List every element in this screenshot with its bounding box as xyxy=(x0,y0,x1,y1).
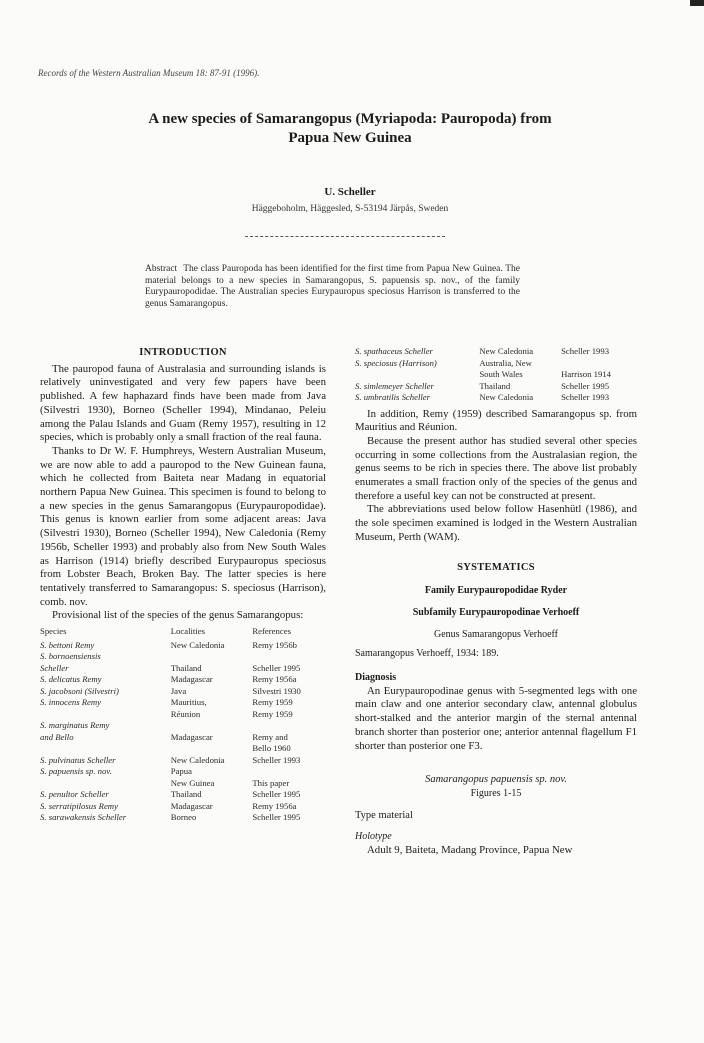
table-row xyxy=(40,755,326,767)
table-row xyxy=(40,720,326,732)
table-row xyxy=(40,801,326,813)
separator-rule xyxy=(245,236,445,237)
species-cell xyxy=(40,743,171,755)
species-cell: S. bettoni Remy xyxy=(40,639,95,650)
locality-cell: Madagascar xyxy=(170,674,213,685)
table-row xyxy=(40,640,326,652)
article-title xyxy=(40,110,660,148)
locality-cell: New Caledonia xyxy=(170,639,225,650)
reference-cell: Scheller 1993 xyxy=(252,754,301,765)
reference-cell: Scheller 1995 xyxy=(252,812,301,823)
locality-cell: Australia, New xyxy=(479,357,532,368)
table-row xyxy=(40,732,326,744)
species-table-part-2 xyxy=(355,346,637,404)
right-paragraph-2: Because the present author has studied several other species occurring in some collections from the Australasian region, the genus seems to be rich in species there. The above list probably enumerates a small fraction only of the species of the genus and therefore a useful key can not be constructed at present. xyxy=(355,434,637,502)
table-row xyxy=(40,789,326,801)
locality-cell: New Caledonia xyxy=(170,754,225,765)
right-paragraph-3: The abbreviations used below follow Hasenhütl (1986), and the sole specimen examined is lodged in the Western Australian Museum, Perth (WAM). xyxy=(355,503,637,543)
locality-cell: Thailand xyxy=(479,380,511,391)
locality-cell: Mauritius, xyxy=(170,697,207,708)
table-row xyxy=(355,346,637,358)
subfamily-heading: Subfamily Eurypauropodinae Verhoeff xyxy=(412,606,580,618)
species-table-part-1 xyxy=(40,626,326,824)
species-cell: S. pulvinatus Scheller xyxy=(40,754,116,765)
corner-mark xyxy=(690,0,704,6)
table-row xyxy=(40,686,326,698)
species-cell: Scheller xyxy=(40,662,69,673)
reference-cell: Remy 1956b xyxy=(252,639,298,650)
species-cell: S. umbratilis Scheller xyxy=(355,392,431,402)
table-row xyxy=(40,778,326,790)
reference-cell: Silvestri 1930 xyxy=(252,685,301,696)
species-heading: Samarangopus papuensis sp. nov. xyxy=(425,774,567,786)
species-cell: S. innocens Remy xyxy=(40,697,102,708)
holotype-text: Adult 9, Baiteta, Madang Province, Papua New xyxy=(367,844,573,857)
intro-paragraph-2: Thanks to Dr W. F. Humphreys, Western Australian Museum, we are now able to add a pauropod to the New Guinean fauna, which he collected from Baiteta near Madang in equatorial northern Papua New Guinea. This specimen is found to belong to a new species in the genus Samarangopus (Eurypauropodidae). This genus is known earlier from some adjacent areas: Java (Silvestri 1930), Borneo (Scheller 1994), New Caledonia (Remy 1956b, Scheller 1993) and probably also from New South Wales as Harrison (1914) briefly described Eurypauropus speciosus from Lobster Beach, Broken Bay. The latter species is here tentatively transferred to Samarangopus: S. speciosus (Harrison), comb. nov. xyxy=(40,444,326,608)
reference-cell: Remy 1956a xyxy=(252,800,297,811)
table-row xyxy=(40,709,326,721)
type-material-heading: Type material xyxy=(355,809,413,821)
locality-cell: Borneo xyxy=(170,812,197,823)
table-header-cell: Species xyxy=(40,626,67,637)
locality-cell xyxy=(171,743,253,755)
right-paragraph-1: In addition, Remy (1959) described Samarangopus sp. from Mauritius and Réunion. xyxy=(355,407,637,434)
genus-citation: Samarangopus Verhoeff, 1934: 189. xyxy=(355,648,499,660)
title-line-2: Papua New Guinea xyxy=(288,130,412,146)
reference-cell: Scheller 1995 xyxy=(252,662,301,673)
table-row xyxy=(40,766,326,778)
locality-cell xyxy=(171,720,253,732)
reference-cell xyxy=(561,358,637,370)
locality-cell: South Wales xyxy=(479,369,523,379)
locality-cell: Réunion xyxy=(170,708,201,719)
intro-paragraph-1: The pauropod fauna of Australasia and surrounding islands is relatively uninvestigated and very few papers have been published. A few haphazard finds have been made from Java (Silvestri 1930), Borneo (Scheller 1994), Mindanao, Peleiu among the Palau Islands and Guam (Remy 1957), resulting in 12 species, which is probably only a small fraction of the real fauna. xyxy=(40,362,326,444)
left-column xyxy=(40,346,326,824)
table-row xyxy=(40,812,326,824)
species-cell xyxy=(355,369,479,381)
family-heading: Family Eurypauropodidae Ryder xyxy=(424,585,568,597)
abstract xyxy=(145,264,520,310)
species-cell: S. jacobsoni (Silvestri) xyxy=(40,685,119,696)
locality-cell xyxy=(171,651,253,663)
genus-heading: Genus Samarangopus Verhoeff xyxy=(433,628,559,640)
table-row xyxy=(40,651,326,663)
locality-cell: Madagascar xyxy=(170,731,213,742)
locality-cell: Papua xyxy=(170,766,192,777)
title-line-1: A new species of Samarangopus (Myriapoda: Pauropoda) from xyxy=(148,111,552,127)
species-cell xyxy=(40,709,171,721)
running-head: Records of the Western Australian Museum 18: 87-91 (1996). xyxy=(38,68,260,78)
reference-cell xyxy=(252,766,326,778)
locality-cell: Java xyxy=(170,685,187,696)
reference-cell: Bello 1960 xyxy=(252,743,291,754)
affiliation: Häggeboholm, Häggesled, S-53194 Järpås, Sweden xyxy=(251,204,449,214)
reference-cell xyxy=(252,651,326,663)
introduction-heading: INTRODUCTION xyxy=(139,347,227,358)
reference-cell: Scheller 1995 xyxy=(252,789,301,800)
table-row xyxy=(355,369,637,381)
species-cell: S. spathaceus Scheller xyxy=(355,346,433,356)
locality-cell: Madagascar xyxy=(170,800,213,811)
intro-paragraph-3: Provisional list of the species of the genus Samarangopus: xyxy=(52,609,304,622)
locality-cell: New Caledonia xyxy=(479,392,534,402)
table-row xyxy=(355,358,637,370)
locality-cell: Thailand xyxy=(170,789,202,800)
table-row xyxy=(40,697,326,709)
reference-cell: Remy 1956a xyxy=(252,674,297,685)
species-cell: S. serratipilosus Remy xyxy=(40,800,118,811)
table-row xyxy=(40,674,326,686)
species-cell: S. delicatus Remy xyxy=(40,674,102,685)
species-cell: S. marginatus Remy xyxy=(40,720,110,731)
species-cell xyxy=(40,778,171,790)
diagnosis-heading: Diagnosis xyxy=(355,672,397,684)
reference-cell: Scheller 1995 xyxy=(561,380,610,391)
diagnosis-text: An Eurypauropodinae genus with 5-segmented legs with one main claw and one anterior secondary claw, antennal globulus short-stalked and the anterior margin of the sternal antennal branch shorter than posterior one; anterior antennal flagellum F1 shorter than posterior one F3. xyxy=(355,684,637,752)
species-cell: S. simlemeyer Scheller xyxy=(355,380,434,391)
table-row xyxy=(40,663,326,675)
holotype-heading: Holotype xyxy=(355,831,392,843)
locality-cell: New Guinea xyxy=(170,777,215,788)
species-cell: S. bornoensiensis xyxy=(40,651,101,662)
figures-reference: Figures 1-15 xyxy=(470,787,522,799)
table-header-cell: Localities xyxy=(170,626,205,637)
table-row xyxy=(355,392,637,404)
abstract-label: Abstract xyxy=(145,264,178,274)
locality-cell: New Caledonia xyxy=(479,346,534,356)
table-row xyxy=(40,743,326,755)
species-table-header xyxy=(40,626,326,640)
reference-cell: Harrison 1914 xyxy=(561,369,612,379)
locality-cell: Thailand xyxy=(170,662,202,673)
abstract-text: The class Pauropoda has been identified for the first time from Papua New Guinea. The material belongs to a new species in Samarangopus, S. papuensis sp. nov., of the family Eurypauropodidae. The Australian species Eurypauropus speciosus Harrison is transferred to the genus Samarangopus. xyxy=(145,264,520,309)
author: U. Scheller xyxy=(324,186,376,198)
right-column xyxy=(355,346,637,858)
reference-cell: Remy 1959 xyxy=(252,708,293,719)
table-row xyxy=(355,381,637,393)
reference-cell: This paper xyxy=(252,777,290,788)
reference-cell: Remy 1959 xyxy=(252,697,293,708)
species-cell: S. speciosus (Harrison) xyxy=(355,357,437,368)
reference-cell: Remy and xyxy=(252,731,288,742)
reference-cell xyxy=(252,720,326,732)
species-cell: and Bello xyxy=(40,731,74,742)
species-cell: S. papuensis sp. nov. xyxy=(40,766,112,777)
systematics-heading: SYSTEMATICS xyxy=(457,561,535,573)
species-cell: S. sarawakensis Scheller xyxy=(40,812,127,823)
species-cell: S. penultor Scheller xyxy=(40,789,109,800)
reference-cell: Scheller 1993 xyxy=(561,392,610,402)
reference-cell: Scheller 1993 xyxy=(561,346,610,356)
table-header-cell: References xyxy=(252,626,291,637)
